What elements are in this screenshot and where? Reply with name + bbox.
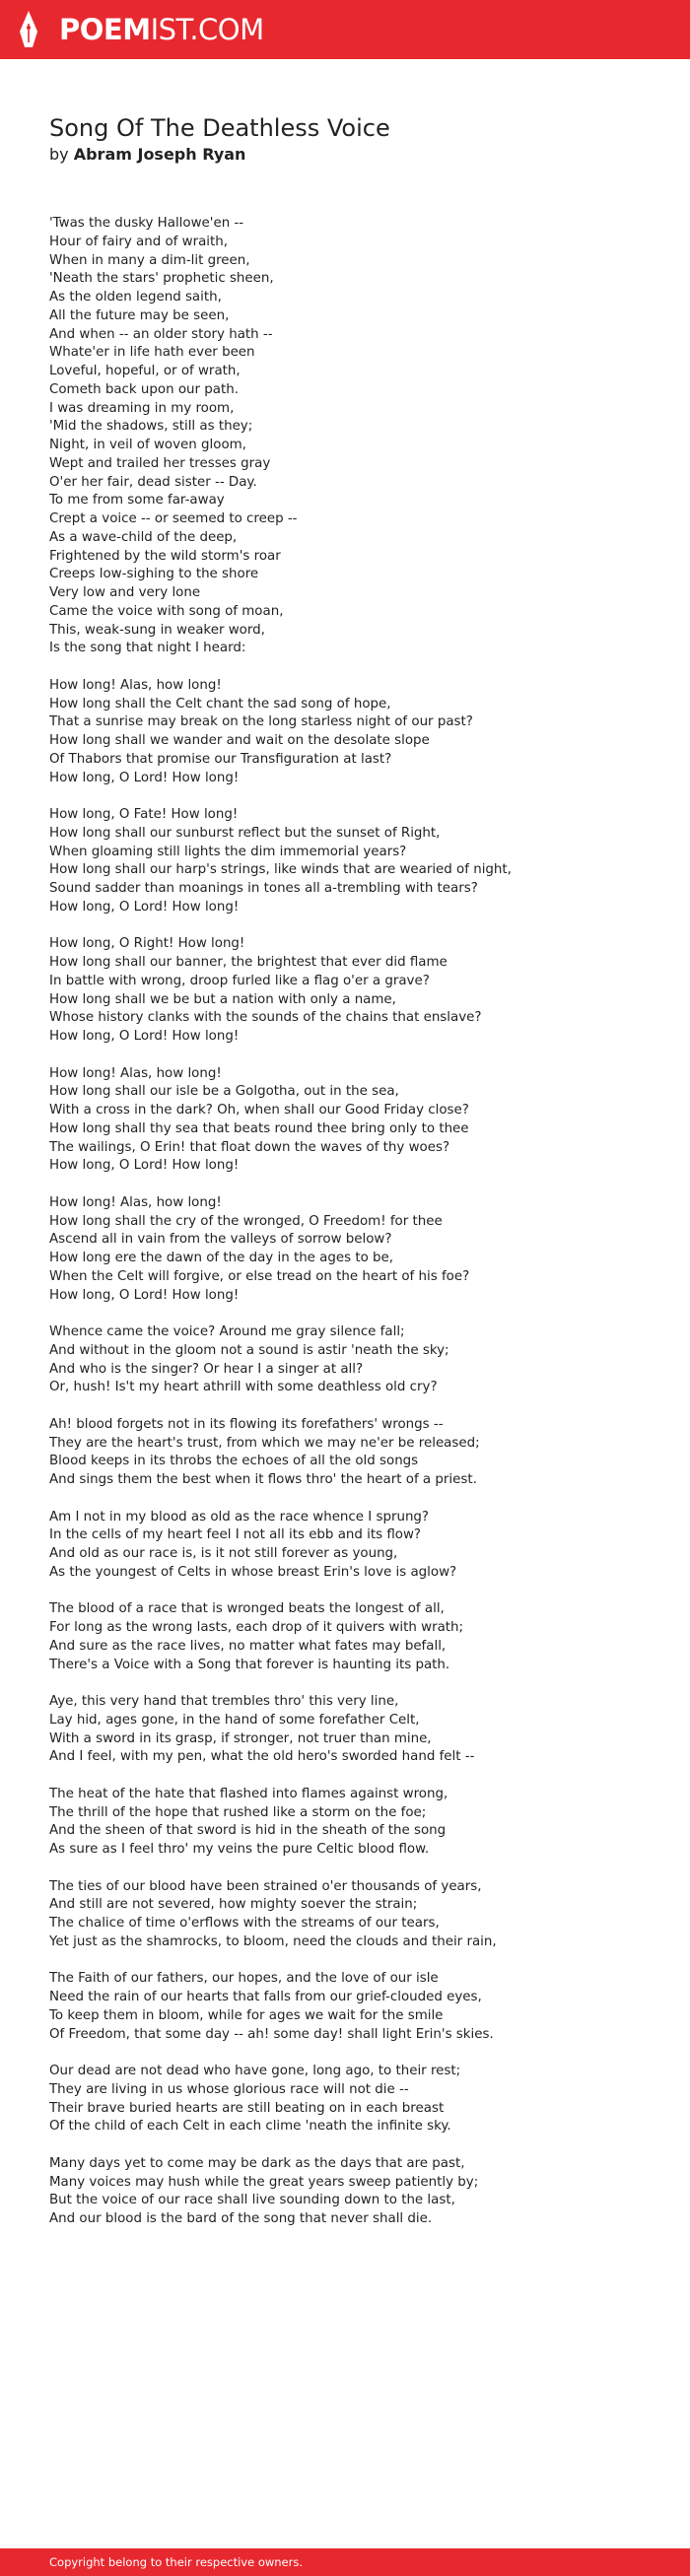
poem-line: To keep them in bloom, while for ages we wait for the smile [49, 2007, 444, 2023]
poem-line: Came the voice with song of moan, [49, 603, 284, 619]
poem-line: How long! Alas, how long! [49, 1065, 222, 1081]
stanza-gap [49, 1490, 660, 1509]
logo-text-bold: POEM [59, 13, 151, 46]
poem-line: As the olden legend saith, [49, 290, 222, 305]
poem-line: The chalice of time o'erflows with the streams of our tears, [49, 1916, 440, 1931]
poem-line: Aye, this very hand that trembles thro' this very line, [49, 1694, 399, 1709]
poem-line: Hour of fairy and of wraith, [49, 234, 228, 249]
poem-line: How long, O Lord! How long! [49, 1029, 240, 1044]
poem-line: Very low and very lone [49, 585, 201, 600]
stanza-gap [49, 1767, 660, 1786]
poem-stanza [49, 677, 660, 788]
poem-line: In the cells of my heart feel I not all its ebb and its flow? [49, 1527, 422, 1543]
poem-stanza [49, 1065, 660, 1177]
poem-line: As a wave-child of the deep, [49, 529, 238, 545]
poem-line: How long shall our sunburst reflect but the sunset of Right, [49, 825, 441, 841]
poem-line: They are living in us whose glorious race will not die -- [49, 2081, 409, 2097]
site-logo-link[interactable] [59, 13, 264, 46]
poem-line: How long ere the dawn of the day in the ages to be, [49, 1251, 394, 1265]
copyright-notice: Copyright belong to their respective owners. [49, 2555, 304, 2569]
poem-line: How long shall the Celt chant the sad song of hope, [49, 696, 391, 712]
logo-text-regular: IST.COM [150, 13, 264, 46]
poem-line: But the voice of our race shall live sounding down to the last, [49, 2193, 455, 2208]
poem-line: Of Thabors that promise our Transfiguration at last? [49, 751, 392, 767]
poem-line: How long, O Lord! How long! [49, 770, 240, 785]
stanza-gap [49, 1047, 660, 1065]
poem-stanza [49, 1878, 660, 1952]
poem-line: How long, O Lord! How long! [49, 899, 240, 915]
poem-line: How long shall thy sea that beats round thee bring only to thee [49, 1120, 469, 1136]
poem-line: This, weak-sung in weaker word, [49, 622, 265, 638]
stanza-gap [49, 658, 660, 677]
poem-line: 'Mid the shadows, still as they; [49, 419, 253, 435]
poem-stanza [49, 1416, 660, 1490]
poem-line: In battle with wrong, droop furled like a flag o'er a grave? [49, 973, 430, 988]
poem-line: How long, O Right! How long! [49, 936, 245, 952]
poem-line: Am I not in my blood as old as the race whence I sprung? [49, 1509, 430, 1525]
poem-line: The blood of a race that is wronged beats the longest of all, [49, 1601, 445, 1617]
poem-line: Their brave buried hearts are still beating on in each breast [49, 2100, 445, 2116]
poem-line: Or, hush! Is't my heart athrill with some deathless old cry? [49, 1380, 438, 1395]
poem-line: Creeps low-sighing to the shore [49, 567, 259, 582]
site-footer [0, 2548, 690, 2576]
poem-line: With a sword in its grasp, if stronger, not truer than mine, [49, 1730, 432, 1746]
poem-line: And who is the singer? Or hear I a singer at all? [49, 1361, 364, 1377]
poem-line: Sound sadder than moanings in tones all a-trembling with tears? [49, 881, 478, 896]
poem-line: And sure as the race lives, no matter what fates may befall, [49, 1638, 447, 1654]
poem-line: O'er her fair, dead sister -- Day. [49, 474, 257, 490]
poem-line: Of Freedom, that some day -- ah! some day! shall light Erin's skies. [49, 2026, 494, 2042]
fountain-pen-nib-icon [18, 10, 39, 49]
poem-line: Of the child of each Celt in each clime 'neath the infinite sky. [49, 2119, 451, 2135]
poem-line: And I feel, with my pen, what the old hero's sworded hand felt -- [49, 1749, 475, 1765]
poem-line: For long as the wrong lasts, each drop of it quivers with wrath; [49, 1620, 464, 1635]
poem-stanza [49, 1323, 660, 1397]
poem-line: Wept and trailed her tresses gray [49, 455, 271, 471]
poem-line: Ascend all in vain from the valleys of sorrow below? [49, 1232, 392, 1248]
poem-stanza [49, 935, 660, 1047]
stanza-gap [49, 1860, 660, 1878]
poem-line: When in many a dim-lit green, [49, 252, 250, 268]
poem-body [49, 215, 660, 2229]
poem-line: How long shall the cry of the wronged, O Freedom! for thee [49, 1213, 443, 1229]
poem-line: 'Twas the dusky Hallowe'en -- [49, 216, 244, 231]
stanza-gap [49, 1583, 660, 1601]
poem-line: The Faith of our fathers, our hopes, and the love of our isle [49, 1971, 439, 1987]
stanza-gap [49, 787, 660, 806]
poem-line: Whate'er in life hath ever been [49, 345, 255, 361]
stanza-gap [49, 1305, 660, 1323]
poem-line: With a cross in the dark? Oh, when shall our Good Friday close? [49, 1103, 469, 1118]
poem-line: There's a Voice with a Song that forever is haunting its path. [49, 1657, 450, 1672]
poem-line: Blood keeps in its throbs the echoes of all the old songs [49, 1454, 419, 1469]
poem-line: How long shall our banner, the brightest that ever did flame [49, 955, 448, 970]
poem-line: How long shall our isle be a Golgotha, out in the sea, [49, 1084, 399, 1100]
site-header [0, 0, 690, 59]
poem-line: Ah! blood forgets not in its flowing its forefathers' wrongs -- [49, 1416, 444, 1432]
stanza-gap [49, 1176, 660, 1194]
poem-line: When gloaming still lights the dim immemorial years? [49, 844, 407, 859]
poem-line: How long shall we wander and wait on the desolate slope [49, 733, 430, 748]
poem-line: How long, O Lord! How long! [49, 1287, 240, 1303]
poem-stanza [49, 1194, 660, 1306]
poem-line: How long! Alas, how long! [49, 1194, 222, 1210]
stanza-gap [49, 2136, 660, 2155]
stanza-gap [49, 1952, 660, 1971]
poem-line: Our dead are not dead who have gone, long ago, to their rest; [49, 2064, 461, 2078]
poem-line: Cometh back upon our path. [49, 381, 239, 397]
poem-byline [49, 144, 245, 166]
poem-line: 'Neath the stars' prophetic sheen, [49, 271, 274, 287]
poem-line: As the youngest of Celts in whose breast Erin's love is aglow? [49, 1564, 457, 1580]
poem-line: The ties of our blood have been strained o'er thousands of years, [49, 1878, 482, 1894]
poem-line: How long shall we be but a nation with only a name, [49, 991, 396, 1007]
poem-stanza [49, 215, 660, 658]
poem-line: Many voices may hush while the great years sweep patiently by; [49, 2174, 479, 2190]
poem-line: Yet just as the shamrocks, to bloom, need the clouds and their rain, [49, 1933, 497, 1949]
author-name[interactable]: Abram Joseph Ryan [73, 145, 246, 164]
stanza-gap [49, 2044, 660, 2063]
poem-line: And our blood is the bard of the song that never shall die. [49, 2211, 433, 2226]
poem-line: The thrill of the hope that rushed like a storm on the foe; [49, 1804, 427, 1820]
poem-line: Lay hid, ages gone, in the hand of some forefather Celt, [49, 1712, 420, 1728]
stanza-gap [49, 917, 660, 936]
poem-line: How long, O Lord! How long! [49, 1158, 240, 1174]
poem-stanza [49, 1970, 660, 2044]
poem-line: They are the heart's trust, from which we may ne'er be released; [49, 1435, 480, 1451]
poem-line: And sings them the best when it flows thro' the heart of a priest. [49, 1472, 477, 1487]
poem-line: Crept a voice -- or seemed to creep -- [49, 511, 298, 526]
poem-line: I was dreaming in my room, [49, 400, 235, 416]
poem-line: That a sunrise may break on the long starless night of our past? [49, 714, 473, 730]
poem-line: Many days yet to come may be dark as the days that are past, [49, 2155, 465, 2171]
poem-line: Whose history clanks with the sounds of the chains that enslave? [49, 1010, 482, 1026]
poem-line: Frightened by the wild storm's roar [49, 548, 281, 564]
poem-line: Whence came the voice? Around me gray silence fall; [49, 1324, 405, 1339]
poem-line: And without in the gloom not a sound is astir 'neath the sky; [49, 1342, 449, 1358]
poem-stanza [49, 806, 660, 917]
by-label: by [49, 145, 69, 164]
poem-line: As sure as I feel thro' my veins the pure Celtic blood flow. [49, 1842, 430, 1857]
poem-line: Need the rain of our hearts that falls from our grief-clouded eyes, [49, 1990, 482, 2004]
poem-line: How long, O Fate! How long! [49, 807, 239, 822]
stanza-gap [49, 1674, 660, 1693]
poem-stanza [49, 1786, 660, 1860]
poem-stanza [49, 1600, 660, 1674]
poem-stanza [49, 2155, 660, 2229]
poem-line: Night, in veil of woven gloom, [49, 438, 246, 452]
poem-stanza [49, 1693, 660, 1767]
stanza-gap [49, 1397, 660, 1416]
poem-line: The wailings, O Erin! that float down the waves of thy woes? [49, 1139, 450, 1155]
poem-line: To me from some far-away [49, 493, 225, 508]
poem-line: And when -- an older story hath -- [49, 326, 273, 342]
poem-line: All the future may be seen, [49, 307, 230, 323]
poem-stanza [49, 1509, 660, 1583]
poem-line: And old as our race is, is it not still forever as young, [49, 1546, 398, 1561]
poem-line: Loveful, hopeful, or of wrath, [49, 364, 241, 378]
poem-line: When the Celt will forgive, or else tread on the heart of his foe? [49, 1268, 470, 1284]
poem-line: How long shall our harp's strings, like winds that are wearied of night, [49, 862, 512, 878]
poem-line: The heat of the hate that flashed into flames against wrong, [49, 1786, 448, 1801]
poem-line: How long! Alas, how long! [49, 677, 222, 693]
poem-title: Song Of The Deathless Voice [49, 114, 390, 142]
poem-line: And the sheen of that sword is hid in the sheath of the song [49, 1823, 447, 1839]
poem-line: And still are not severed, how mighty soever the strain; [49, 1897, 418, 1913]
poem-line: Is the song that night I heard: [49, 641, 246, 656]
poem-stanza [49, 2063, 660, 2136]
